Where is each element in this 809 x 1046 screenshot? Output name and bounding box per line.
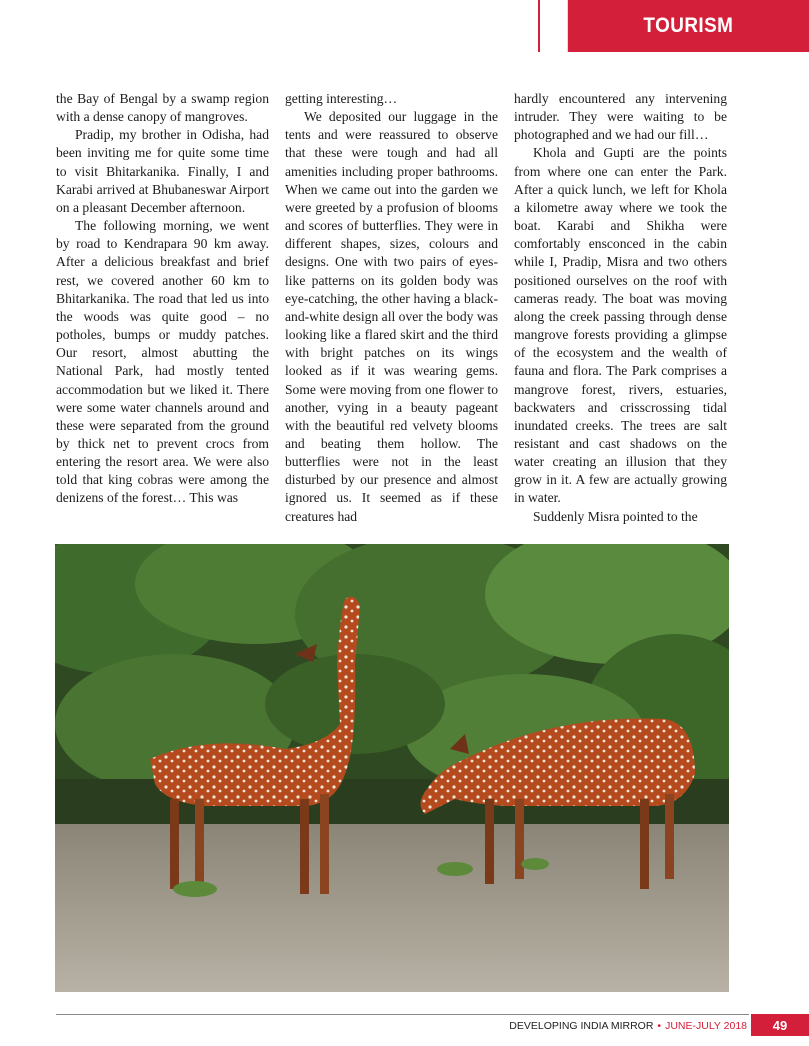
- page-number: 49: [751, 1014, 809, 1036]
- article-column-3: [514, 90, 727, 526]
- publication-name: DEVELOPING INDIA MIRROR: [509, 1020, 654, 1032]
- mudflat: [55, 824, 729, 992]
- section-tab-rule: [538, 0, 540, 52]
- paragraph: Suddenly Misra pointed to the: [533, 508, 698, 524]
- paragraph: The following morning, we went by road to Kendrapara 90 km away. After a delicious breakfast and brief rest, we covered another 60 km to Bhitarkanika. The road that led us into the woods was quite good – no potholes, bumps or muddy patches. Our resort, almost abutting the National Park, had mostly tented accommodation but we liked it. There were some water channels around and these were separated from the ground by thick net to prevent crocs from entering the resort area. We were also told that king cobras were among the denizens of the forest… This was: [56, 218, 269, 506]
- deer-photo: [55, 544, 729, 992]
- paragraph: We deposited our luggage in the tents and were reassured to observe that these were tough and had all amenities including proper bathrooms. When we came out into the garden we were greeted by a profusion of blooms and scores of butterflies. They were in different shapes, sizes, colours and designs. One with two pairs of eyes-like patterns on its golden body was eye-catching, the other having a black-and-white design all over the body was looking like a flared skirt and the third with bright patches on its wings looked as if it was wearing gems. Some were moving from one flower to another, vying in a beauty pageant with the beautiful red velvety blooms and beating them hollow. The butterflies were not in the least disturbed by our presence and almost ignored us. It seemed as if these creatures had: [285, 109, 498, 524]
- article-column-1: [56, 90, 269, 508]
- paragraph: getting interesting…: [285, 91, 398, 106]
- section-label: TOURISM: [568, 0, 809, 52]
- paragraph: hardly encountered any intervening intruder. They were waiting to be photographed and we had our fill…: [514, 91, 727, 143]
- paragraph: Pradip, my brother in Odisha, had been inviting me for quite some time to visit Bhitarkanika. Finally, I and Karabi arrived at Bhubaneswar Airport on a pleasant December afternoon.: [56, 127, 269, 215]
- footer-rule: [56, 1014, 749, 1015]
- footer-separator: •: [657, 1020, 662, 1032]
- issue-date: JUNE-JULY 2018: [665, 1020, 747, 1032]
- paragraph: the Bay of Bengal by a swamp region with a dense canopy of mangroves.: [56, 91, 269, 125]
- article-body: [56, 90, 728, 530]
- paragraph: Khola and Gupti are the points from where one can enter the Park. After a quick lunch, we left for Khola a kilometre away where we took the boat. Karabi and Shikha were comfortably ensconced in the cabin while I, Pradip, Misra and two others positioned ourselves on the roof with cameras ready. The boat was moving along the creek passing through dense mangrove forests providing a glimpse of the ecosystem and the wealth of fauna and flora. The Park comprises a mangrove forest, rivers, estuaries, backwaters and crisscrossing tidal inundated creeks. The trees are salt resistant and cast shadows on the water creating an illusion that they grow in it. A few are actually growing in water.: [514, 145, 727, 506]
- article-column-2: [285, 90, 498, 526]
- page-footer: [509, 1017, 747, 1035]
